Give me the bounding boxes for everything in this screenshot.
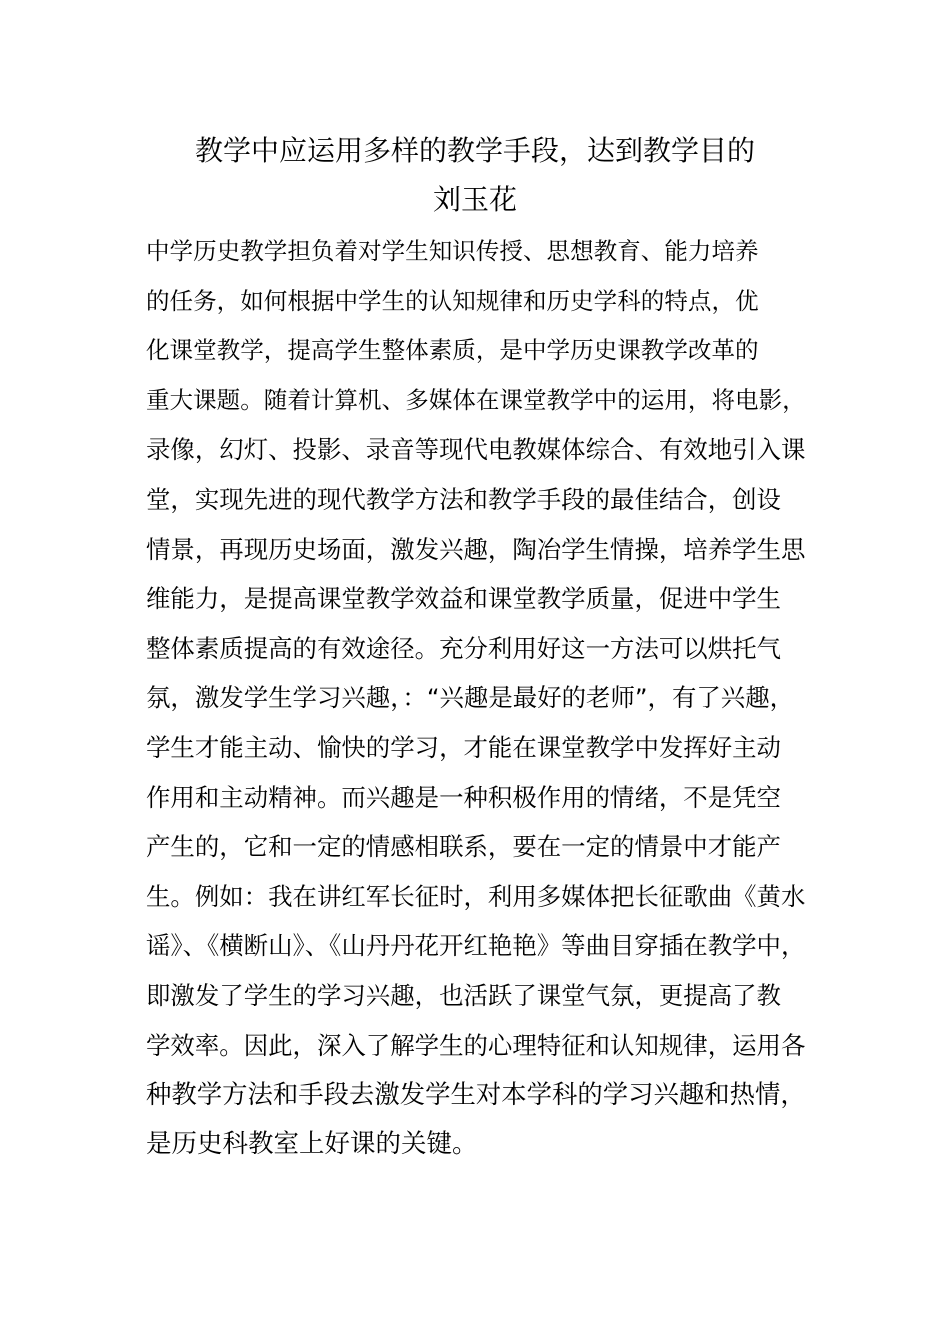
body-line: 产生的，它和一定的情感相联系，要在一定的情景中才能产 — [146, 832, 781, 862]
body-line: 是历史科教室上好课的关键。 — [146, 1128, 478, 1159]
body-line: 学效率。因此，深入了解学生的心理特征和认知规律，运用各 — [146, 1030, 806, 1060]
body-line: 录像，幻灯、投影、录音等现代电教媒体综合、有效地引入课 — [146, 435, 806, 465]
body-line: 维能力，是提高课堂教学效益和课堂教学质量，促进中学生 — [146, 584, 781, 614]
body-line: 重大课题。随着计算机、多媒体在课堂教学中的运用，将电影， — [146, 385, 806, 414]
body-line: 生。例如：我在讲红军长征时，利用多媒体把长征歌曲《黄水 — [146, 881, 806, 911]
document-title: 教学中应运用多样的教学手段，达到教学目的 — [194, 134, 755, 167]
body-line: 情景，再现历史场面，激发兴趣，陶冶学生情操，培养学生思 — [146, 534, 806, 564]
body-line: 谣》、《横断山》、《山丹丹花开红艳艳》等曲目穿插在教学中， — [146, 931, 806, 961]
body-paragraph — [146, 227, 806, 1169]
body-line: 整体素质提高的有效途径。充分利用好这一方法可以烘托气 — [146, 633, 781, 663]
body-line: 作用和主动精神。而兴趣是一种积极作用的情绪，不是凭空 — [146, 782, 781, 812]
body-line: 学生才能主动、愉快的学习，才能在课堂教学中发挥好主动 — [146, 732, 781, 762]
body-line: 中学历史教学担负着对学生知识传授、思想教育、能力培养 — [146, 237, 759, 265]
body-line: 氛，激发学生学习兴趣，：“兴趣是最好的老师”，有了兴趣， — [146, 683, 795, 713]
body-line: 即激发了学生的学习兴趣，也活跃了课堂气氛，更提高了教 — [146, 980, 781, 1010]
body-line: 种教学方法和手段去激发学生对本学科的学习兴趣和热情， — [146, 1079, 806, 1110]
body-line: 化课堂教学，提高学生整体素质，是中学历史课教学改革的 — [146, 336, 759, 365]
body-line: 堂，实现先进的现代教学方法和教学手段的最佳结合，创设 — [146, 484, 781, 514]
author-name: 刘玉花 — [432, 183, 517, 216]
body-line: 的任务，如何根据中学生的认知规律和历史学科的特点，优 — [146, 286, 759, 315]
